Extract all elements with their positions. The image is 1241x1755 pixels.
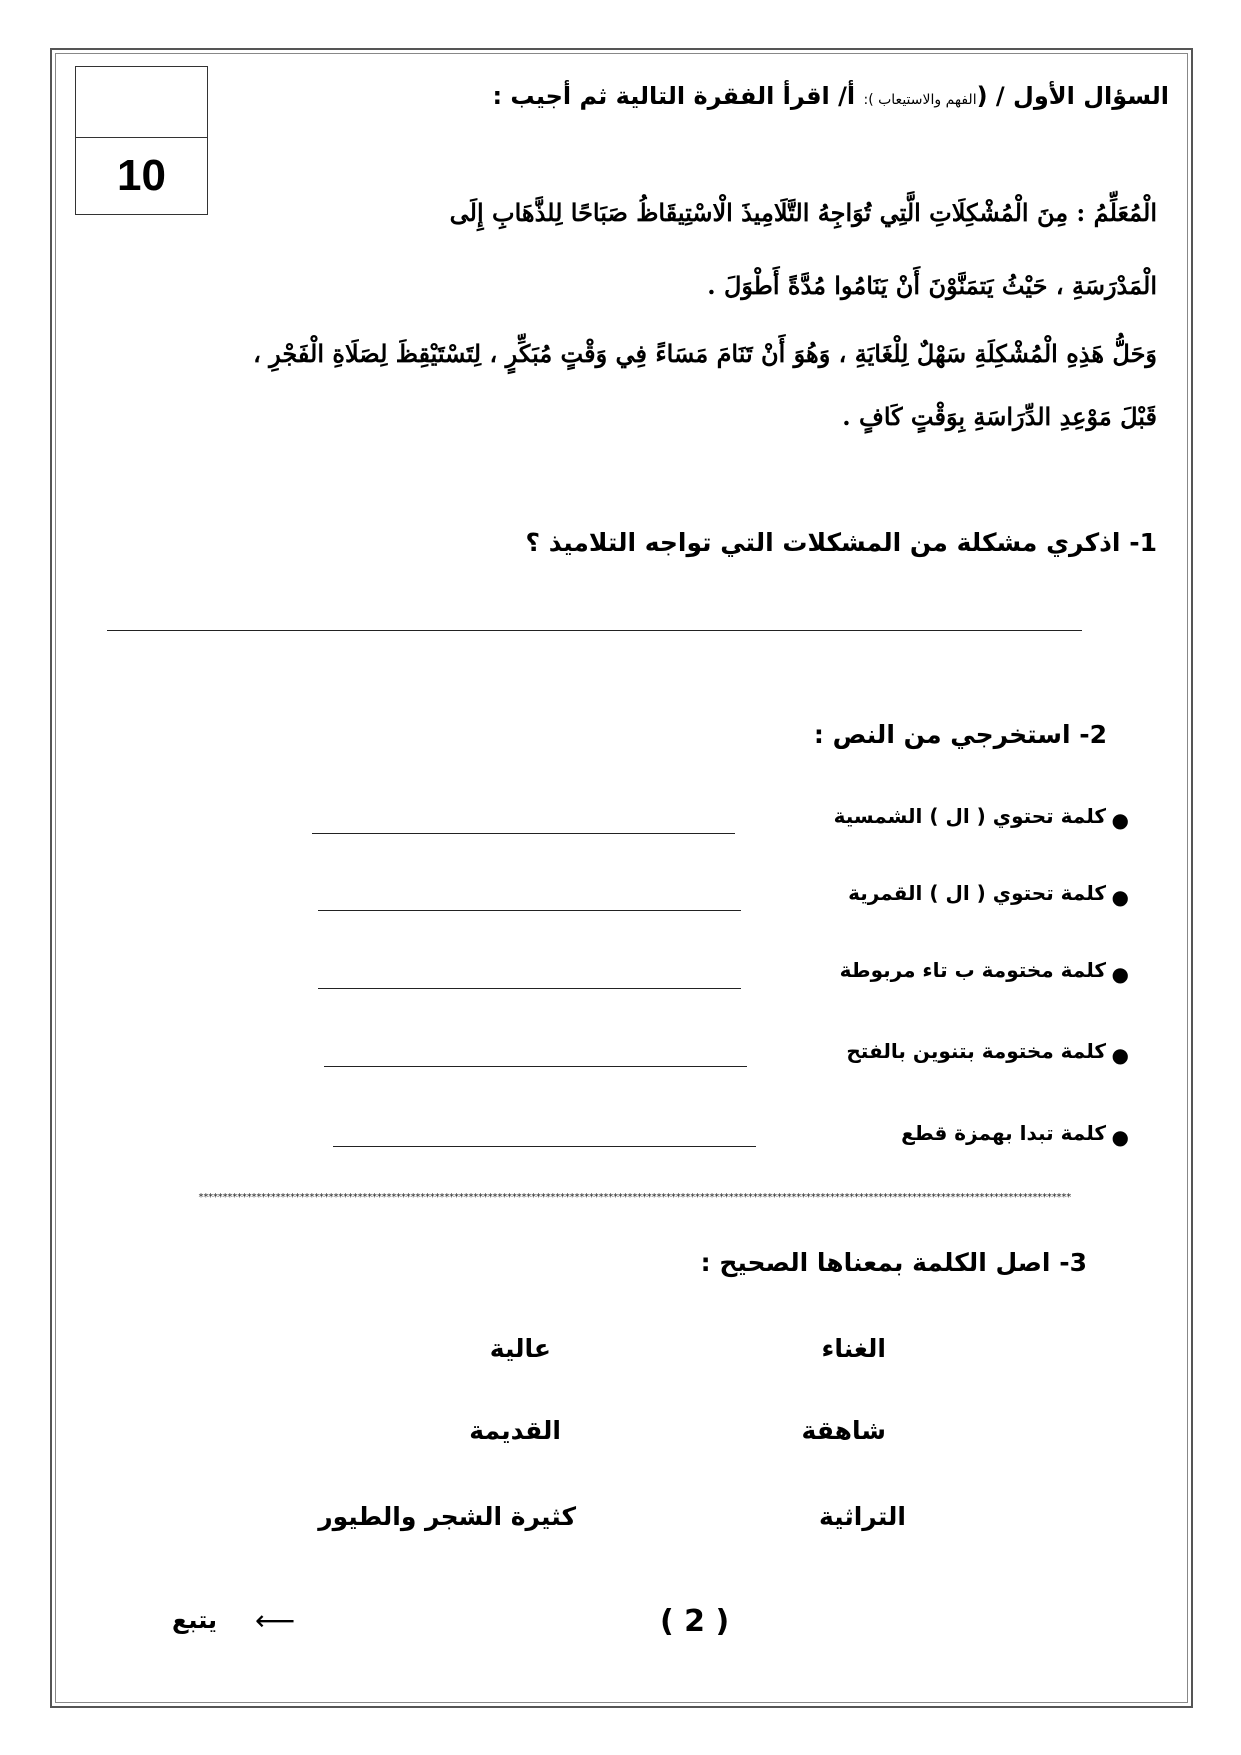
question-title: السؤال الأول / ( (976, 82, 1169, 110)
extract-item-3: كلمة مختومة ب تاء مربوطة (839, 958, 1106, 982)
question-2: 2- استخرجي من النص : (813, 720, 1107, 749)
bullet-icon: ● (1111, 808, 1129, 832)
match-meaning-2[interactable]: القديمة (469, 1416, 561, 1445)
page-number: ( 2 ) (660, 1604, 730, 1639)
answer-line-1[interactable] (107, 630, 1082, 631)
extract-item-5: كلمة تبدا بهمزة قطع (901, 1121, 1106, 1145)
bullet-icon: ● (1111, 1043, 1129, 1067)
question-one-header (492, 82, 1169, 110)
passage-line-3: وَحَلُّ هَذِهِ الْمُشْكِلَةِ سَهْلٌ لِلْغَايَةِ ، وَهُوَ أَنْ تَنَامَ مَسَاءً فِي وَقْتٍ مُبَكِّرٍ ، لِتَسْتَيْقِظَ لِصَلَاةِ الْفَجْرِ ، (253, 339, 1157, 368)
question-instruction: أ/ اقرأ الفقرة التالية ثم أجيب : (492, 82, 864, 110)
extract-item-4: كلمة مختومة بتنوين بالفتح (846, 1039, 1106, 1063)
question-1: 1- اذكري مشكلة من المشكلات التي تواجه التلاميذ ؟ (525, 528, 1157, 557)
extract-item-2: كلمة تحتوي ( ال ) القمرية (848, 881, 1106, 905)
extract-answer-line-5[interactable] (333, 1146, 756, 1147)
score-divider (76, 137, 207, 138)
match-meaning-3[interactable]: كثيرة الشجر والطيور (318, 1502, 576, 1531)
extract-answer-line-1[interactable] (312, 833, 735, 834)
score-box (75, 66, 208, 215)
bullet-icon: ● (1111, 885, 1129, 909)
extract-answer-line-2[interactable] (318, 910, 741, 911)
arrow-left-icon: ⟵ (255, 1604, 296, 1637)
extract-item-1: كلمة تحتوي ( ال ) الشمسية (833, 804, 1106, 828)
extract-answer-line-3[interactable] (318, 988, 741, 989)
continue-label: يتبع (172, 1606, 217, 1634)
score-value: 10 (117, 151, 166, 200)
match-word-2[interactable]: شاهقة (801, 1416, 886, 1445)
match-word-1[interactable]: الغناء (821, 1334, 886, 1363)
bullet-icon: ● (1111, 962, 1129, 986)
passage-line-4: قَبْلَ مَوْعِدِ الدِّرَاسَةِ بِوَقْتٍ كَافٍ . (842, 402, 1157, 431)
match-word-3[interactable]: التراثية (818, 1502, 906, 1531)
extract-answer-line-4[interactable] (324, 1066, 747, 1067)
match-meaning-1[interactable]: عالية (489, 1334, 551, 1363)
passage-line-1: الْمُعَلِّمُ : مِنَ الْمُشْكِلَاتِ الَّتِي تُوَاجِهُ التَّلَامِيذَ الْاسْتِيقَاظُ صَبَاحًا لِلذَّهَابِ إِلَى (449, 198, 1157, 227)
bullet-icon: ● (1111, 1125, 1129, 1149)
passage-line-2: الْمَدْرَسَةِ ، حَيْثُ يَتمَنَّوْنَ أَنْ يَنَامُوا مُدَّةً أَطْوَلَ . (707, 271, 1157, 300)
question-3: 3- اصل الكلمة بمعناها الصحيح : (700, 1248, 1087, 1277)
question-subtitle: الفهم والاستيعاب ): (863, 92, 977, 108)
star-separator: ************************************************************************************************************************************************************************************* (198, 1192, 1071, 1203)
